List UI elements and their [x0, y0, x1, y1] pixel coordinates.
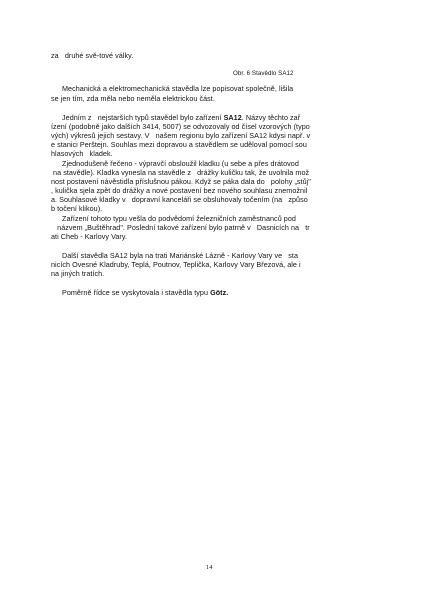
page-number: 14 [206, 564, 213, 571]
text-line-4: se jen tím, zda měla nebo neměla elektrickou část. [51, 94, 215, 103]
text-line-21: na jiných tratích. [51, 269, 105, 278]
text-line-8: e stanici Perštejn. Souhlas mezi dopravou a stavědlem se uděloval pomocí sou [51, 140, 307, 149]
text-line-16: Zařízení tohoto typu vešla do podvědomí železničních zaměstnanců pod [62, 214, 296, 223]
text-line-13: , kulička sjela zpět do drážky a nové postavení bez nového souhlasu znemožnil [51, 186, 308, 195]
text-line-14: a. Souhlasové kladky v dopravní kanceláři se obsluhovaly točením (na způso [51, 195, 308, 204]
text-line-7: vých) výkresů jejich sestavy. V našem regionu bylo zařízení SA12 kdysi např. v [51, 131, 311, 140]
text-line-6: ízení (podobně jako dalších 3414, 5007) se odvozovaly od čísel vzorových (typo [51, 122, 310, 131]
text-line-1: za druhé svě-tové války. [51, 51, 134, 60]
text-line-18: ati Cheb - Karlovy Vary. [51, 232, 128, 241]
text-line-9: hlasových kladek. [51, 149, 113, 158]
text-line-19: Další stavědla SA12 byla na trati Mariánské Lázně - Karlovy Vary ve sta [62, 251, 299, 260]
text-line-17: názvem „Buštěhrad". Poslední takové zařízení bylo patrně v Dasnicích na tr [51, 223, 310, 232]
figure-caption: Obr. 6 Stavědlo SA12 [233, 70, 294, 77]
text-line-20: nicích Ovesné Kladruby, Teplá, Poutnov, Teplička, Karlovy Vary Březová, ale i [51, 260, 301, 269]
text-line-3: Mechanická a elektromechanická stavědla lze popisovat společně, lišila [62, 84, 294, 93]
text-line-10: Zjednodušeně řečeno - výpravčí obsloužil kladku (u sebe a přes drátovod [62, 159, 299, 168]
text-line-22: Poměrně řídce se vyskytovala i stavědla typu Götz. [62, 288, 229, 297]
text-line-5: Jedním z nejstarších typů stavědel bylo zařízení SA12. Názvy těchto zař [62, 113, 301, 122]
text-line-15: b točení klikou). [51, 204, 103, 213]
text-line-12: nost postavení návěstidla příslušnou pákou. Když se páka dala do polohy „stůj" [51, 177, 311, 186]
text-line-11: na stavědle). Kladka vynesla na stavědle z drážky kuličku tak, že uvolnila mož [51, 168, 310, 177]
